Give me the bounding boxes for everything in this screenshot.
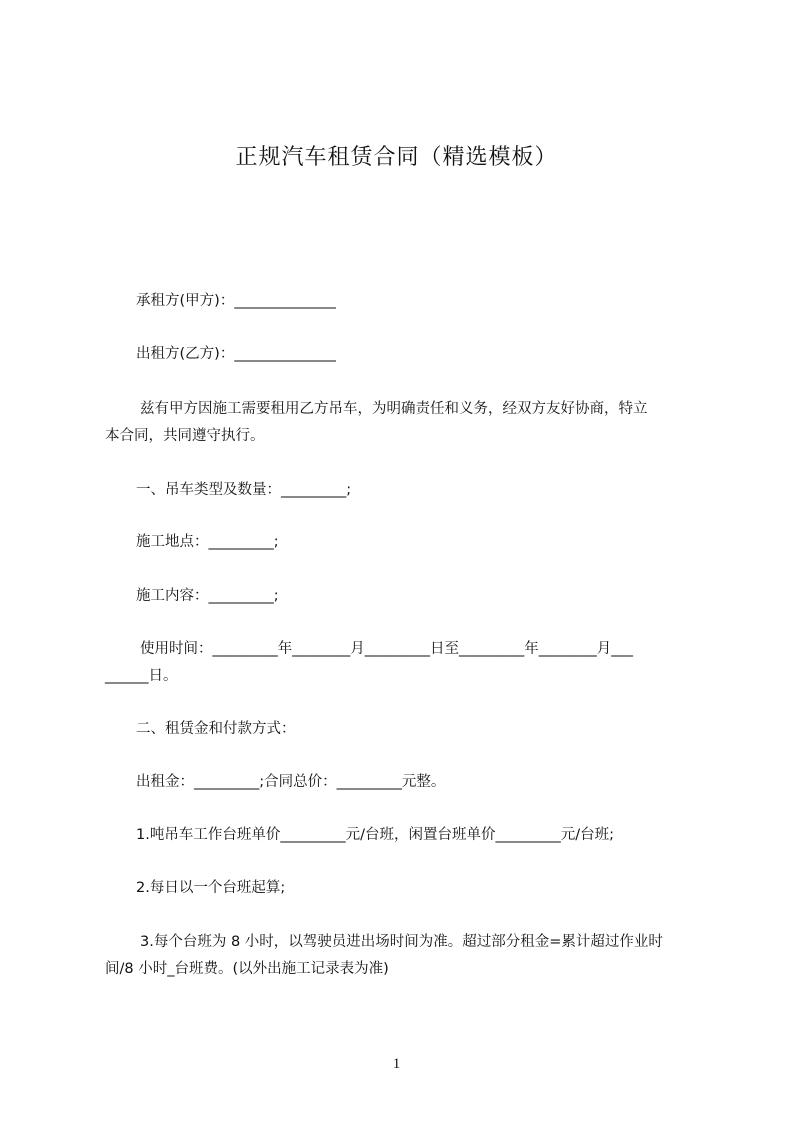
usage-time-line-2: ______日。 bbox=[105, 668, 178, 684]
rate-item-1: 1.吨吊车工作台班单价_________元/台班，闲置台班单价_________元/台班; bbox=[136, 827, 614, 843]
page-number: 1 bbox=[392, 1056, 401, 1072]
lessee-party-line: 承租方(甲方)：______________ bbox=[136, 293, 336, 309]
document-title: 正规汽车租赁合同（精选模板） bbox=[235, 145, 558, 170]
section-1-heading: 一、吊车类型及数量：_________; bbox=[136, 482, 352, 498]
intro-paragraph-line-2: 本合同，共同遵守执行。 bbox=[105, 428, 265, 444]
rate-item-3-line-1: 3.每个台班为 8 小时，以驾驶员进出场时间为准。超过部分租金=累计超过作业时 bbox=[140, 934, 663, 950]
rate-item-3-line-2: 间/8 小时_台班费。(以外出施工记录表为准) bbox=[105, 961, 389, 977]
rent-line: 出租金：_________;合同总价：_________元整。 bbox=[136, 774, 446, 790]
intro-paragraph-line-1: 兹有甲方因施工需要租用乙方吊车，为明确责任和义务，经双方友好协商，特立 bbox=[140, 401, 648, 417]
rate-item-2: 2.每日以一个台班起算; bbox=[136, 880, 286, 896]
construction-content-line: 施工内容：_________; bbox=[136, 588, 279, 604]
lessor-party-line: 出租方(乙方)：______________ bbox=[136, 346, 336, 362]
usage-time-line-1: 使用时间：_________年________月_________日至_________年________月___ bbox=[140, 641, 633, 657]
construction-site-line: 施工地点：_________; bbox=[136, 534, 279, 550]
section-2-heading: 二、租赁金和付款方式： bbox=[136, 721, 296, 737]
